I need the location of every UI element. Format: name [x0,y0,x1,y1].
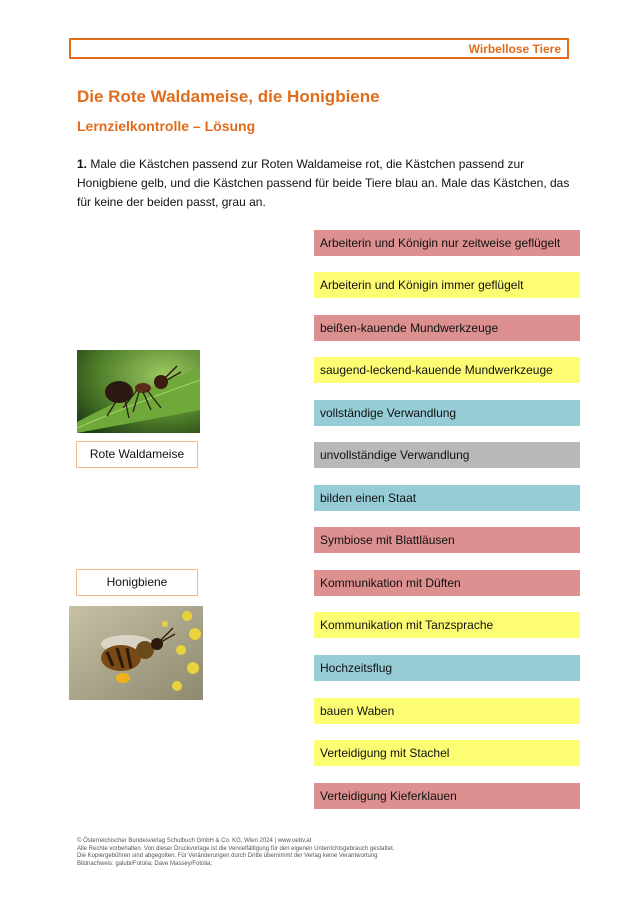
header-label: Wirbellose Tiere [468,42,561,56]
answer-box-1[interactable]: Arbeiterin und Königin nur zeitweise geflügelt [314,230,580,256]
answer-box-8[interactable]: Symbiose mit Blattläusen [314,527,580,553]
answer-box-4[interactable]: saugend-leckend-kauende Mundwerkzeuge [314,357,580,383]
answer-box-2[interactable]: Arbeiterin und Königin immer geflügelt [314,272,580,298]
bee-photo [69,606,203,700]
header-frame [69,38,569,59]
label-rote-waldameise: Rote Waldameise [76,441,198,468]
label-honigbiene: Honigbiene [76,569,198,596]
page-title: Die Rote Waldameise, die Honigbiene [77,87,380,106]
footer-line: Alle Rechte vorbehalten. Von dieser Druckvorlage ist die Vervielfältigung für den eigenen Unterrichtsgebrauch gestattet. [77,845,395,852]
answer-box-12[interactable]: bauen Waben [314,698,580,724]
footer-line: Bildnachweis: galubi/Fotolia; Dave Massey/Fotolia; [77,860,213,867]
answer-box-14[interactable]: Verteidigung Kieferklauen [314,783,580,809]
task-number: 1. [77,157,88,171]
answer-box-6[interactable]: unvollständige Verwandlung [314,442,580,468]
answer-box-7[interactable]: bilden einen Staat [314,485,580,511]
footer-copyright [77,838,395,868]
footer-line: © Österreichischer Bundesverlag Schulbuch GmbH & Co. KG, Wien 2024 | www.oebv.at [77,838,312,844]
answer-box-9[interactable]: Kommunikation mit Düften [314,570,580,596]
page-subtitle: Lernzielkontrolle – Lösung [77,118,256,134]
answer-box-3[interactable]: beißen-kauende Mundwerkzeuge [314,315,580,341]
ant-photo [77,350,200,433]
answer-box-10[interactable]: Kommunikation mit Tanzsprache [314,612,580,638]
answer-box-11[interactable]: Hochzeitsflug [314,655,580,681]
task-text: Male die Kästchen passend zur Roten Waldameise rot, die Kästchen passend zur Honigbiene gelb, und die Kästchen passend für beide Tiere blau an. Male das Kästchen, das für keine der beiden passt, grau an. [77,157,570,209]
answer-box-13[interactable]: Verteidigung mit Stachel [314,740,580,766]
task-instruction [77,155,577,212]
footer-line: Die Kopiergebühren sind abgegolten. Für Veränderungen durch Dritte übernimmt der Verlag keine Verantwortung [77,853,378,859]
answer-box-5[interactable]: vollständige Verwandlung [314,400,580,426]
